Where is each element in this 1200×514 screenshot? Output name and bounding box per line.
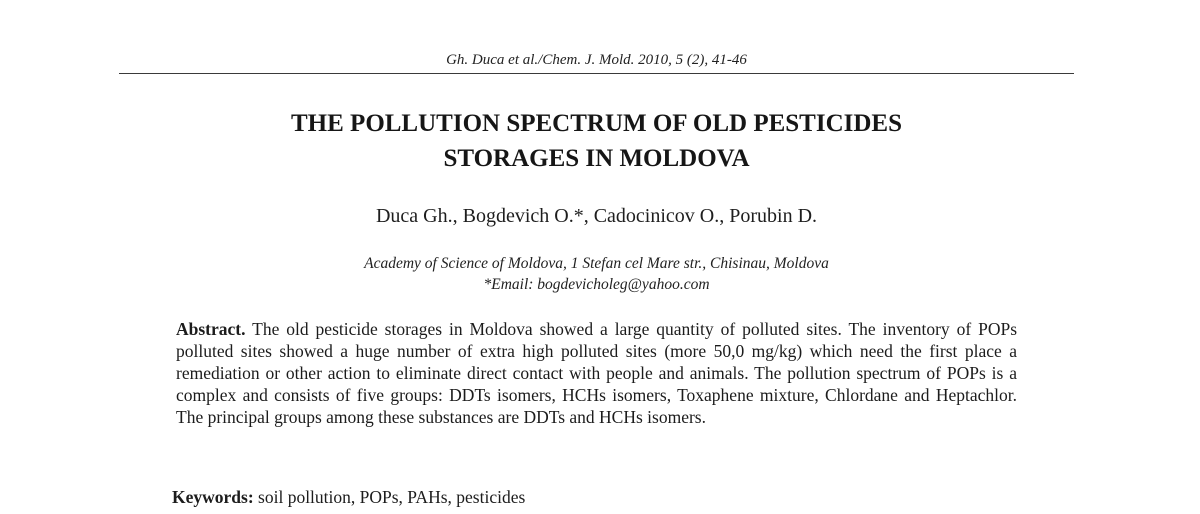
paper-title-line-1: THE POLLUTION SPECTRUM OF OLD PESTICIDES [291,110,902,137]
keywords-text: soil pollution, POPs, PAHs, pesticides [258,487,526,507]
keywords-label: Keywords: [172,487,254,507]
keywords [172,486,1032,508]
affiliation-institution: Academy of Science of Moldova, 1 Stefan cel Mare str., Chisinau, Moldova [364,255,829,272]
paper-title [0,106,1193,176]
abstract [176,318,1017,428]
affiliation [0,253,1193,295]
author-list: Duca Gh., Bogdevich O.*, Cadocinicov O., Porubin D. [375,205,818,227]
header-rule [119,73,1074,74]
paper-title-line-2: STORAGES IN MOLDOVA [443,145,750,172]
abstract-label: Abstract. [176,319,246,339]
running-head: Gh. Duca et al./Chem. J. Mold. 2010, 5 (2), 41-46 [446,52,747,68]
abstract-text: The old pesticide storages in Moldova showed a large quantity of polluted sites. The inventory of POPs polluted sites showed a huge number of extra high polluted sites (more 50,0 mg/kg) which need the first place a remediation or other action to eliminate direct contact with people and animals. The pollution spectrum of POPs is a complex and consists of five groups: DDTs isomers, HCHs isomers, Toxaphene mixture, Chlordane and Heptachlor. The principal groups among these substances are DDTs and HCHs isomers. [176,319,1018,427]
affiliation-email: *Email: bogdevicholeg@yahoo.com [483,276,710,293]
